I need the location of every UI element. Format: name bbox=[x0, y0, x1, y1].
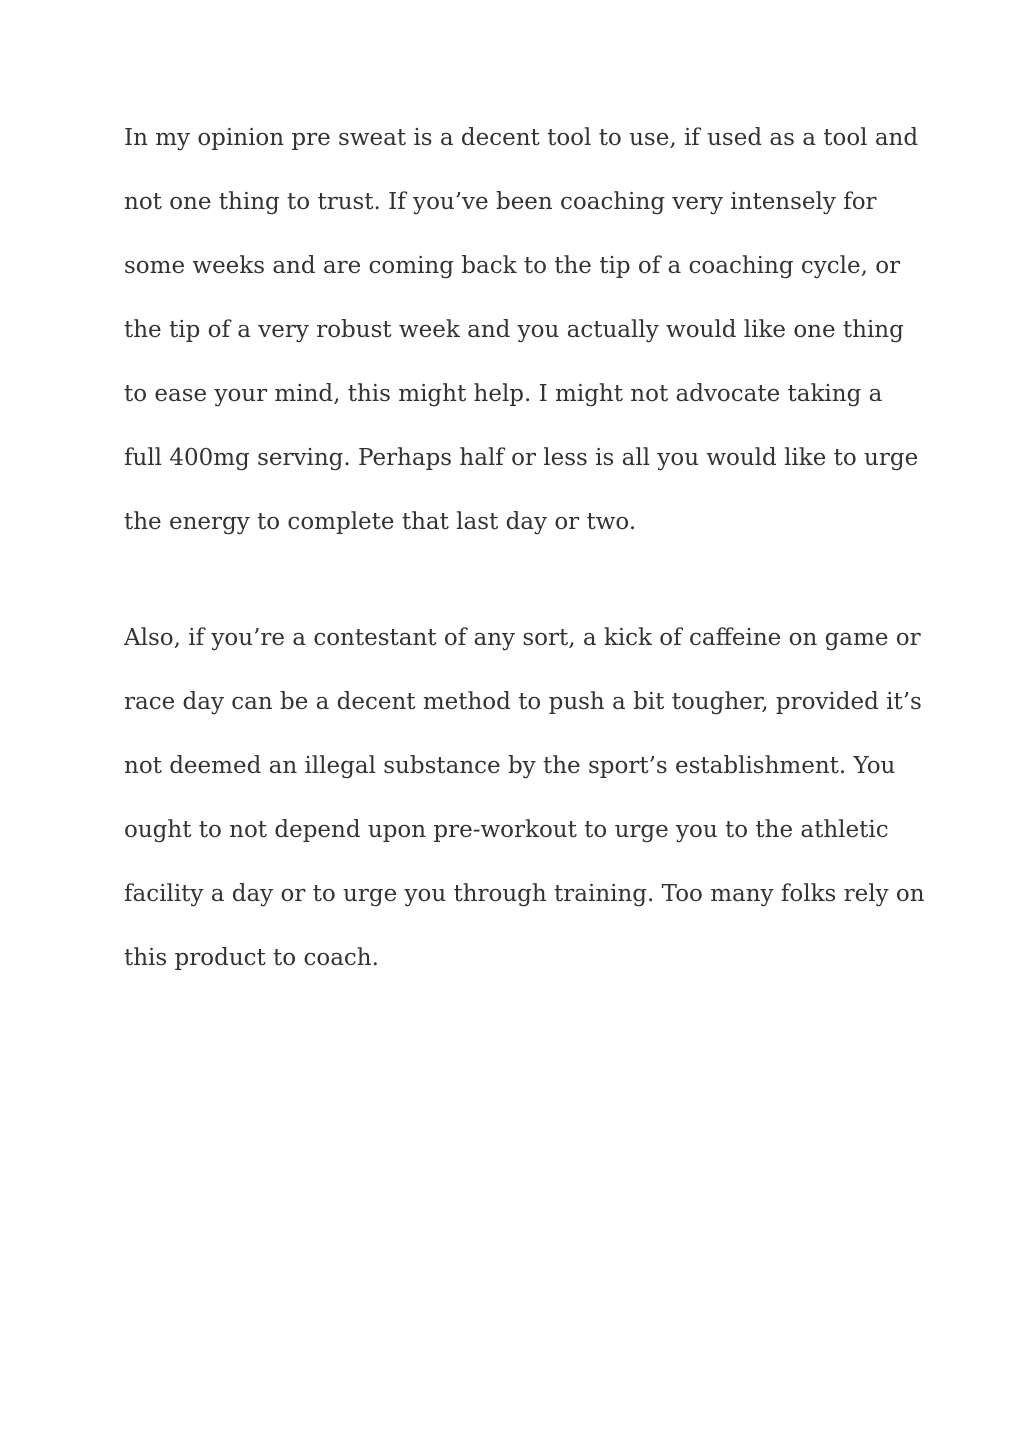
paragraph-line: to ease your mind, this might help. I might not advocate taking a bbox=[124, 381, 883, 407]
paragraph-line: full 400mg serving. Perhaps half or less is all you would like to urge bbox=[124, 445, 919, 471]
document-body bbox=[124, 106, 925, 990]
paragraph-line: not deemed an illegal substance by the sport’s establishment. You bbox=[124, 753, 896, 779]
paragraph-2 bbox=[124, 606, 925, 990]
paragraph-line: some weeks and are coming back to the tip of a coaching cycle, or bbox=[124, 253, 901, 279]
paragraph-line: race day can be a decent method to push a bit tougher, provided it’s bbox=[124, 689, 922, 715]
paragraph-line: this product to coach. bbox=[124, 945, 379, 971]
paragraph-line: In my opinion pre sweat is a decent tool to use, if used as a tool and bbox=[124, 125, 919, 151]
paragraph-line: not one thing to trust. If you’ve been coaching very intensely for bbox=[124, 189, 877, 215]
paragraph-line: Also, if you’re a contestant of any sort, a kick of caffeine on game or bbox=[124, 625, 921, 651]
paragraph-line: the energy to complete that last day or two. bbox=[124, 509, 637, 535]
paragraph-line: facility a day or to urge you through training. Too many folks rely on bbox=[124, 881, 925, 907]
paragraph-line: ought to not depend upon pre-workout to urge you to the athletic bbox=[124, 817, 889, 843]
paragraph-1 bbox=[124, 106, 919, 554]
paragraph-line: the tip of a very robust week and you actually would like one thing bbox=[124, 317, 904, 343]
